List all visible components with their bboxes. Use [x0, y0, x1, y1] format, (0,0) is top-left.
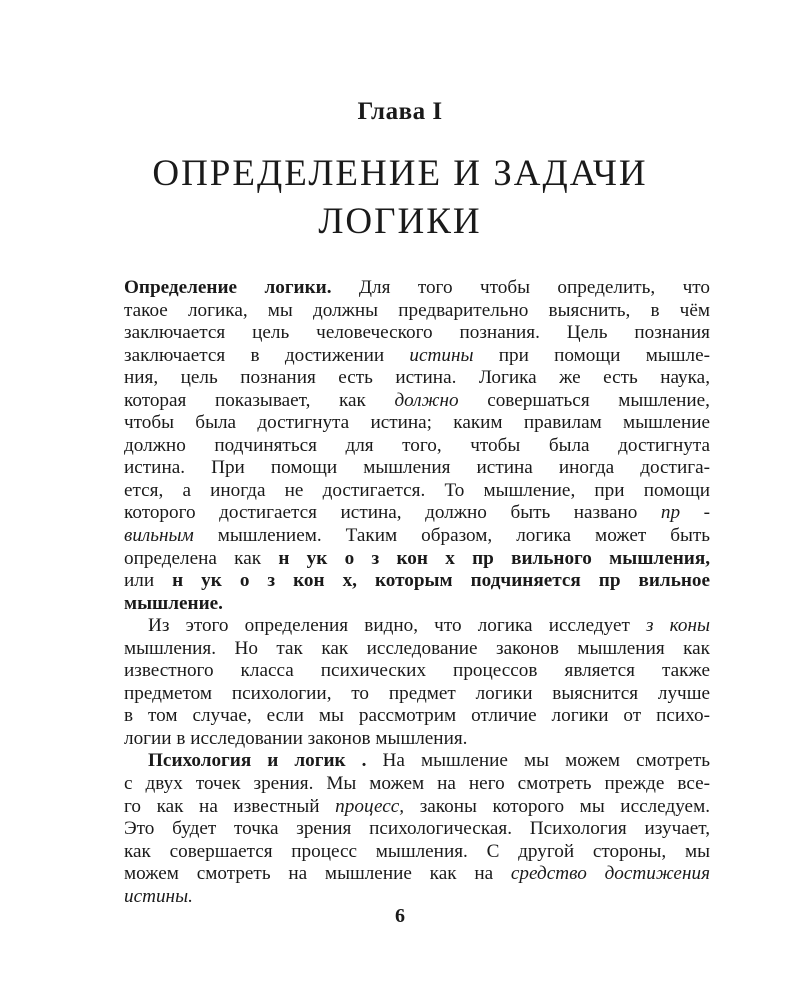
bold-text: н ук о з кон х, которым подчиняется пр вильное	[172, 570, 710, 592]
text-line	[124, 480, 710, 503]
italic-text: истины	[409, 344, 474, 366]
text-line	[124, 367, 710, 390]
text-run: предметом психологии, то предмет логики выяснится лучше	[124, 682, 710, 704]
italic-text: вильным	[124, 525, 194, 547]
text-run: как совершается процесс мышления. С другой стороны, мы	[124, 840, 710, 862]
text-line	[124, 300, 710, 323]
text-run: мышления. Но так как исследование законов мышления как	[124, 637, 710, 659]
text-run: логии в исследовании законов мышления.	[124, 727, 468, 749]
chapter-title-line: ОПРЕДЕЛЕНИЕ И ЗАДАЧИ	[152, 153, 648, 194]
text-run: которая показывает, как	[124, 389, 395, 411]
bold-text: Определение логики.	[124, 277, 332, 298]
body-text	[124, 277, 710, 908]
text-run: можем смотреть на мышление как на	[124, 863, 511, 885]
text-run: Это будет точка зрения психологическая. Психология изучает,	[124, 818, 710, 840]
text-line	[124, 570, 710, 593]
text-line	[124, 345, 710, 368]
text-run: должно подчиняться для того, чтобы была достигнута	[124, 434, 710, 456]
text-line	[124, 705, 710, 728]
italic-text: з коны	[646, 615, 710, 637]
text-line	[124, 818, 710, 841]
chapter-title-line: ЛОГИКИ	[318, 201, 482, 242]
text-run: совершаться мышление,	[458, 389, 710, 411]
text-run: Для того чтобы определить, что	[331, 277, 710, 298]
text-line	[124, 683, 710, 706]
text-run: чтобы была достигнута истина; каким правилам мышление	[124, 412, 710, 434]
text-run: в том случае, если мы рассмотрим отличие логики от психо-	[124, 705, 710, 727]
chapter-label: Глава I	[357, 98, 443, 125]
page-number: 6	[395, 905, 405, 927]
text-line	[124, 863, 710, 886]
text-run: ния, цель познания есть истина. Логика же есть наука,	[124, 367, 710, 389]
bold-text: н ук о з кон х пр вильного мышления,	[278, 547, 710, 569]
text-run: с двух точек зрения. Мы можем на него смотреть прежде все-	[124, 773, 710, 795]
text-line	[124, 593, 710, 616]
text-line	[124, 615, 710, 638]
text-run: при помощи мышле-	[473, 344, 710, 366]
text-line	[124, 796, 710, 819]
italic-text: истины.	[124, 885, 193, 907]
text-line	[124, 390, 710, 413]
text-run: ется, а иногда не достигается. То мышление, при помощи	[124, 479, 710, 501]
text-line	[124, 750, 710, 773]
text-run: го как на известный	[124, 795, 336, 817]
text-line	[124, 322, 710, 345]
text-run: мышлением. Таким образом, логика может быть	[193, 525, 710, 547]
text-line	[124, 502, 710, 525]
text-line	[124, 728, 710, 751]
italic-text: средство достижения	[510, 863, 710, 885]
text-line	[124, 435, 710, 458]
text-run: истина. При помощи мышления истина иногда достига-	[124, 457, 710, 479]
text-run: законы которого мы исследуем.	[404, 795, 711, 817]
text-run: заключается в достижении	[124, 344, 410, 366]
italic-text: пр -	[660, 502, 710, 524]
bold-text: мышление.	[124, 592, 223, 614]
text-line	[124, 412, 710, 435]
text-line	[124, 457, 710, 480]
italic-text: должно	[394, 389, 459, 411]
text-run: определена как	[124, 547, 279, 569]
text-line	[124, 525, 710, 548]
text-run: такое логика, мы должны предварительно выяснить, в чём	[124, 299, 710, 321]
bold-text: Психология и логик .	[148, 750, 367, 772]
text-run: На мышление мы можем смотреть	[366, 750, 710, 772]
text-line	[124, 277, 710, 300]
text-run: Из этого определения видно, что логика исследует	[148, 615, 646, 637]
text-line	[124, 548, 710, 571]
chapter-title	[0, 150, 800, 246]
text-run: известного класса психических процессов является также	[124, 660, 710, 682]
italic-text: процесс,	[335, 795, 405, 817]
text-line	[124, 638, 710, 661]
text-run: или	[124, 570, 173, 592]
text-line	[124, 841, 710, 864]
text-run: которого достигается истина, должно быть названо	[124, 502, 661, 524]
text-line	[124, 773, 710, 796]
text-line	[124, 660, 710, 683]
text-run: заключается цель человеческого познания. Цель познания	[124, 322, 710, 344]
